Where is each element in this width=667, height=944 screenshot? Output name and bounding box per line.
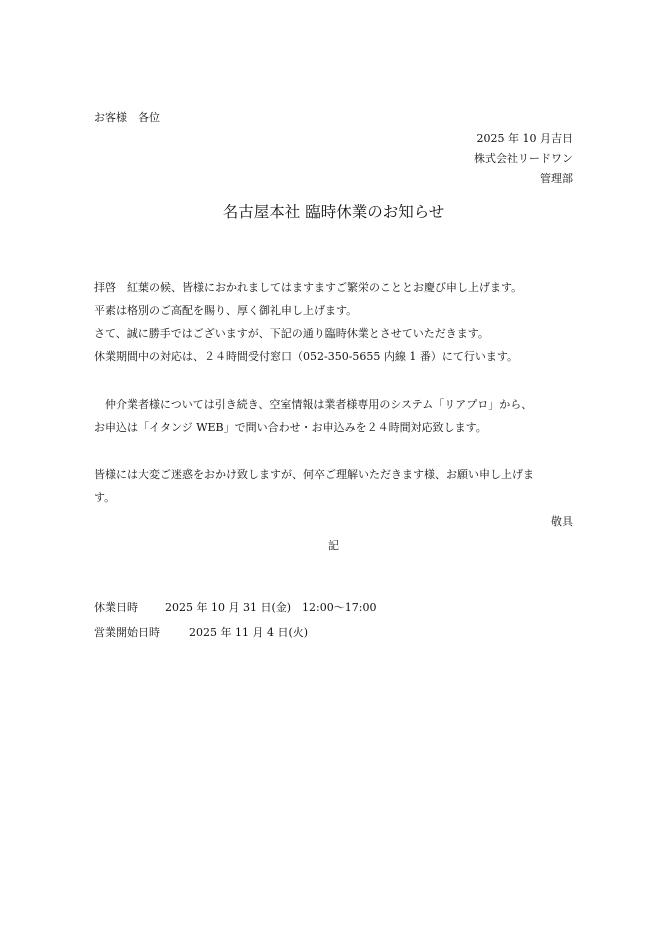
body-line: 休業期間中の対応は、２４時間受付窓口（052-350-5655 内線 1 番）にて行います。	[94, 350, 519, 363]
closing-keigu: 敬具	[551, 515, 573, 528]
body-line: さて、誠に勝手ではございますが、下記の通り臨時休業とさせていただきます。	[94, 327, 489, 340]
body-line: す。	[94, 491, 116, 504]
body-line: 仲介業者様については引き続き、空室情報は業者様専用のシステム「リアプロ」から、	[94, 398, 533, 411]
ki-heading: 記	[328, 539, 339, 552]
body-line: 平素は格別のご高配を賜り、厚く御礼申し上げます。	[94, 304, 358, 317]
body-line: 皆様には大変ご迷惑をおかけ致しますが、何卒ご理解いただきます様、お願い申し上げま	[94, 468, 534, 481]
company-name: 株式会社リードワン	[474, 152, 573, 165]
closed-label: 休業日時	[94, 601, 138, 614]
recipient: お客様 各位	[94, 111, 160, 124]
body-line: 拝啓 紅葉の候、皆様におかれましてはますますご繁栄のこととお慶び申し上げます。	[94, 281, 523, 294]
body-line: お申込は「イタンジ WEB」で問い合わせ・お申込みを２４時間対応致します。	[94, 421, 487, 434]
document-title: 名古屋本社 臨時休業のお知らせ	[222, 203, 445, 221]
closed-value: 2025 年 10 月 31 日(金) 12:00～17:00	[165, 601, 377, 614]
issue-date: 2025 年 10 月吉日	[476, 132, 573, 145]
reopen-value: 2025 年 11 月 4 日(火)	[189, 626, 309, 639]
reopen-label: 営業開始日時	[94, 626, 160, 639]
department-name: 管理部	[540, 172, 573, 185]
